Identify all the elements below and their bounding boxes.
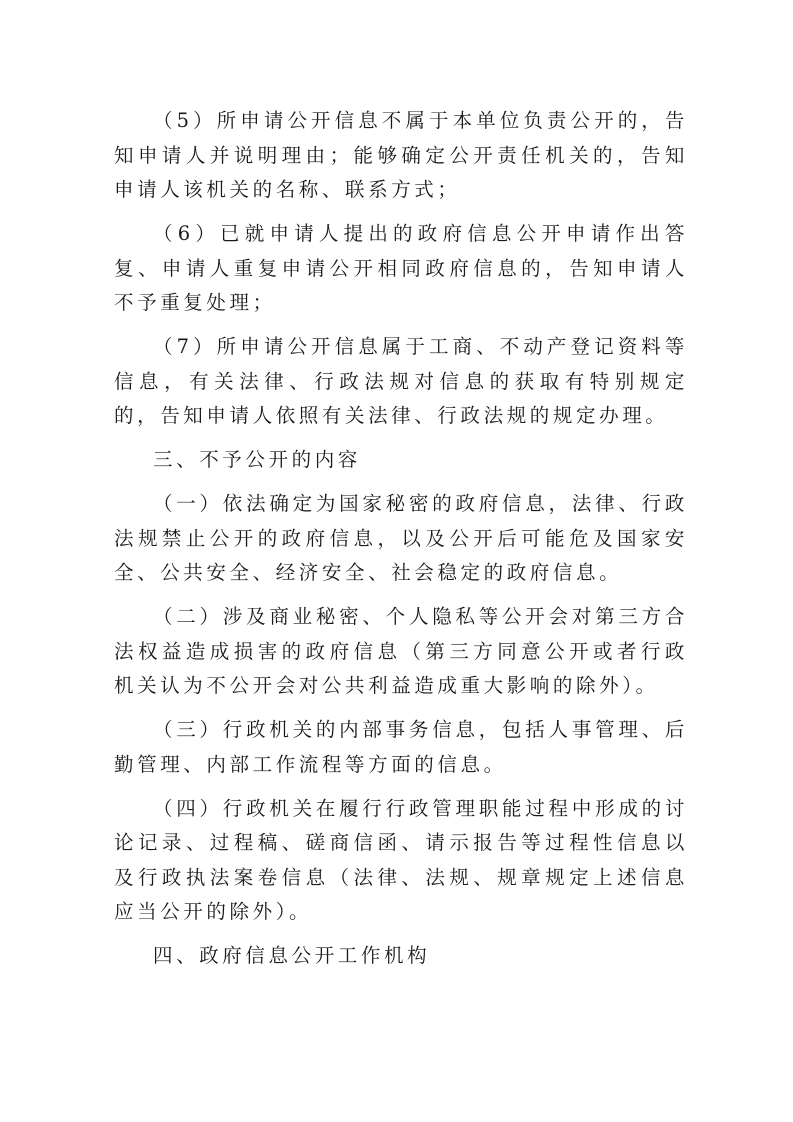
- paragraph-trade-secrets: （二）涉及商业秘密、个人隐私等公开会对第三方合法权益造成损害的政府信息（第三方同意公开或者行政机关认为不公开会对公共利益造成重大影响的除外）。: [114, 605, 688, 697]
- paragraph-state-secrets: （一）依法确定为国家秘密的政府信息，法律、行政法规禁止公开的政府信息，以及公开后可能危及国家安全、公共安全、经济安全、社会稳定的政府信息。: [114, 492, 688, 584]
- paragraph-internal-affairs: （三）行政机关的内部事务信息，包括人事管理、后勤管理、内部工作流程等方面的信息。: [114, 718, 688, 776]
- paragraph-item-6: （6）已就申请人提出的政府信息公开申请作出答复、申请人重复申请公开相同政府信息的，告知申请人不予重复处理；: [114, 222, 688, 314]
- paragraph-item-7: （7）所申请公开信息属于工商、不动产登记资料等信息，有关法律、行政法规对信息的获取有特别规定的，告知申请人依照有关法律、行政法规的规定办理。: [114, 335, 688, 427]
- paragraph-process-info: （四）行政机关在履行行政管理职能过程中形成的讨论记录、过程稿、磋商信函、请示报告等过程性信息以及行政执法案卷信息（法律、法规、规章规定上述信息应当公开的除外）。: [114, 796, 688, 923]
- paragraph-item-5: （5）所申请公开信息不属于本单位负责公开的，告知申请人并说明理由；能够确定公开责任机关的，告知申请人该机关的名称、联系方式；: [114, 109, 688, 201]
- section-heading-4: 四、政府信息公开工作机构: [153, 944, 431, 967]
- section-heading-3: 三、不予公开的内容: [153, 448, 361, 471]
- document-body: [114, 104, 688, 983]
